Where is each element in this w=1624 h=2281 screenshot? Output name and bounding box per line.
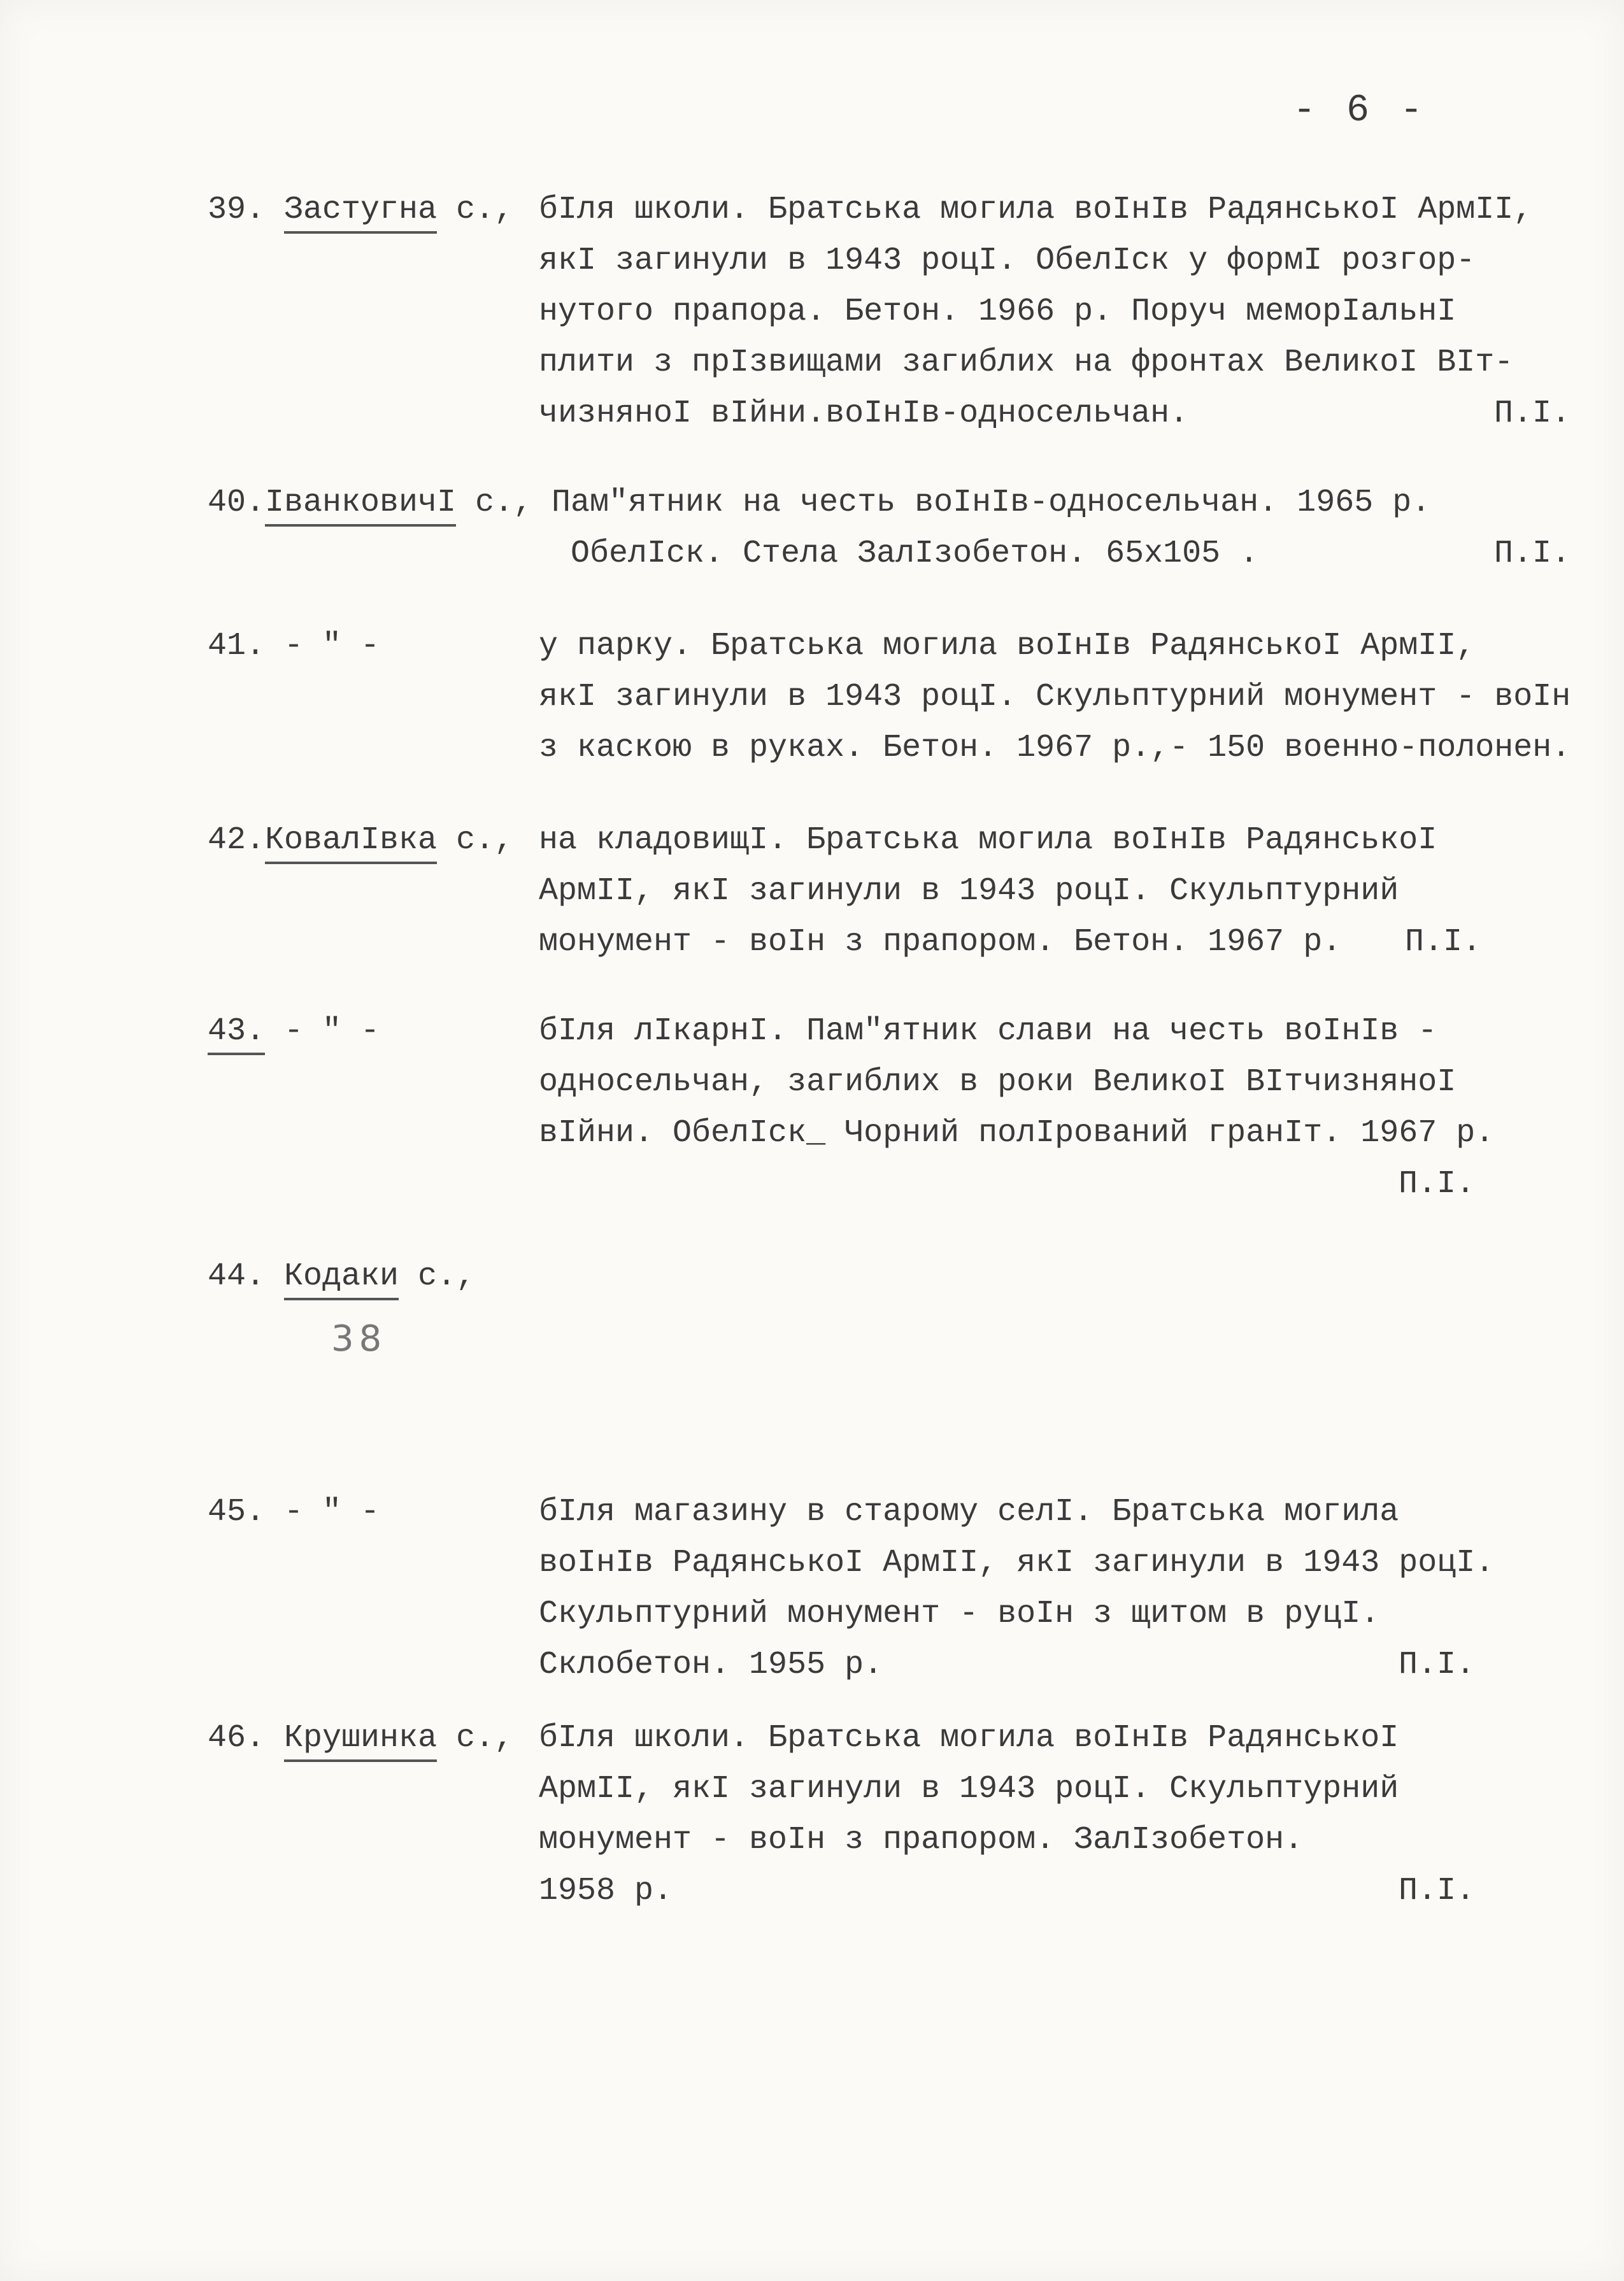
text-line: АрмІІ, якІ загинули в 1943 роцІ. Скульптурний (539, 873, 1399, 909)
entry-heading (208, 1487, 380, 1538)
ditto-mark: - " - (284, 1013, 380, 1049)
text-line: якІ загинули в 1943 роцІ. ОбелІск у формІ розгор- (539, 243, 1476, 279)
entry-heading (208, 478, 532, 529)
entry-heading (208, 185, 513, 236)
entry-text (539, 1006, 1583, 1202)
place-suffix: с., (456, 1720, 514, 1756)
text-line: односельчан, загиблих в роки ВеликоІ ВІтчизняноІ (539, 1064, 1457, 1100)
text-line: ОбелІск. Стела ЗалІзобетон. 65х105 . (571, 536, 1259, 572)
entry-text (552, 478, 1596, 579)
text-line: Склобетон. 1955 р. (539, 1647, 883, 1683)
text-line: бІля лІкарнІ. Пам"ятник слави на честь воІнІв - (539, 1013, 1437, 1049)
place-suffix: с., (418, 1258, 476, 1295)
entry-heading (208, 1251, 475, 1302)
text-line: з каскою в руках. Бетон. 1967 р.,- 150 военно-полонен. (539, 730, 1571, 766)
text-line: чизняноІ вІйни.воІнІв-односельчан. (539, 395, 1189, 432)
text-line: Скульптурний монумент - воІн з щитом в руцІ. (539, 1596, 1380, 1632)
entry-text (539, 1487, 1583, 1691)
entry-text (539, 1713, 1583, 1917)
text-line: монумент - воІн з прапором. Бетон. 1967 р. (539, 924, 1342, 960)
place-name: ІванковичІ (265, 482, 456, 527)
place-suffix: с., (456, 822, 514, 858)
text-line: у парку. Братська могила воІнІв РадянськоІ АрмІІ, (539, 628, 1476, 664)
text-line: воІнІв РадянськоІ АрмІІ, якІ загинули в 1943 роцІ. (539, 1545, 1495, 1581)
text-line: АрмІІ, якІ загинули в 1943 роцІ. Скульптурний (539, 1771, 1399, 1807)
text-line: нутого прапора. Бетон. 1966 р. Поруч меморІальнІ (539, 294, 1457, 330)
text-line: Пам"ятник на честь воІнІв-односельчан. 1965 р. (552, 485, 1431, 521)
entry-text (539, 815, 1583, 968)
handwritten-note: 38 (331, 1318, 387, 1360)
text-line: бІля магазину в старому селІ. Братська могила (539, 1494, 1399, 1530)
entry-number: 45. (208, 1494, 266, 1530)
entry-number: 46. (208, 1720, 266, 1756)
page-number: - 6 - (1293, 89, 1427, 132)
reference-mark: П.І. (1494, 536, 1571, 572)
entry-heading (208, 1006, 380, 1057)
text-line: монумент - воІн з прапором. ЗалІзобетон. (539, 1822, 1304, 1858)
reference-mark: П.І. (1399, 1647, 1476, 1683)
place-name: Крушинка (284, 1717, 437, 1762)
place-suffix: с., (456, 192, 514, 228)
reference-mark: П.І. (1399, 1873, 1476, 1909)
reference-mark: П.І. (1405, 924, 1482, 960)
text-line: на кладовищІ. Братська могила воІнІв РадянськоІ (539, 822, 1437, 858)
entry-text (539, 621, 1583, 774)
reference-mark: П.І. (1399, 1166, 1476, 1202)
text-line: плити з прІзвищами загиблих на фронтах ВеликоІ ВІт- (539, 345, 1514, 381)
entry-number: 44. (208, 1258, 266, 1295)
ditto-mark: - " - (284, 628, 380, 664)
text-line: бІля школи. Братська могила воІнІв РадянськоІ (539, 1720, 1399, 1756)
entry-number: 42. (208, 822, 266, 858)
entry-text (539, 185, 1583, 439)
place-suffix: с., (475, 485, 533, 521)
entry-number: 43. (208, 1011, 265, 1055)
place-name: Застугна (284, 189, 437, 234)
place-name: Кодаки (284, 1256, 399, 1300)
entry-heading (208, 1713, 513, 1764)
text-line: якІ загинули в 1943 роцІ. Скульптурний монумент - воІн (539, 679, 1571, 715)
entry-heading (208, 621, 380, 672)
text-line: бІля школи. Братська могила воІнІв РадянськоІ АрмІІ, (539, 192, 1533, 228)
entry-number: 41. (208, 628, 266, 664)
text-line: 1958 р. (539, 1873, 673, 1909)
entry-heading (208, 815, 513, 866)
ditto-mark: - " - (284, 1494, 380, 1530)
entry-number: 39. (208, 192, 266, 228)
reference-mark: П.І. (1494, 395, 1571, 432)
entry-number: 40. (208, 485, 266, 521)
text-line: вІйни. ОбелІск_ Чорний полІрований гранІт. 1967 р. (539, 1115, 1495, 1151)
place-name: КовалІвка (265, 820, 437, 864)
